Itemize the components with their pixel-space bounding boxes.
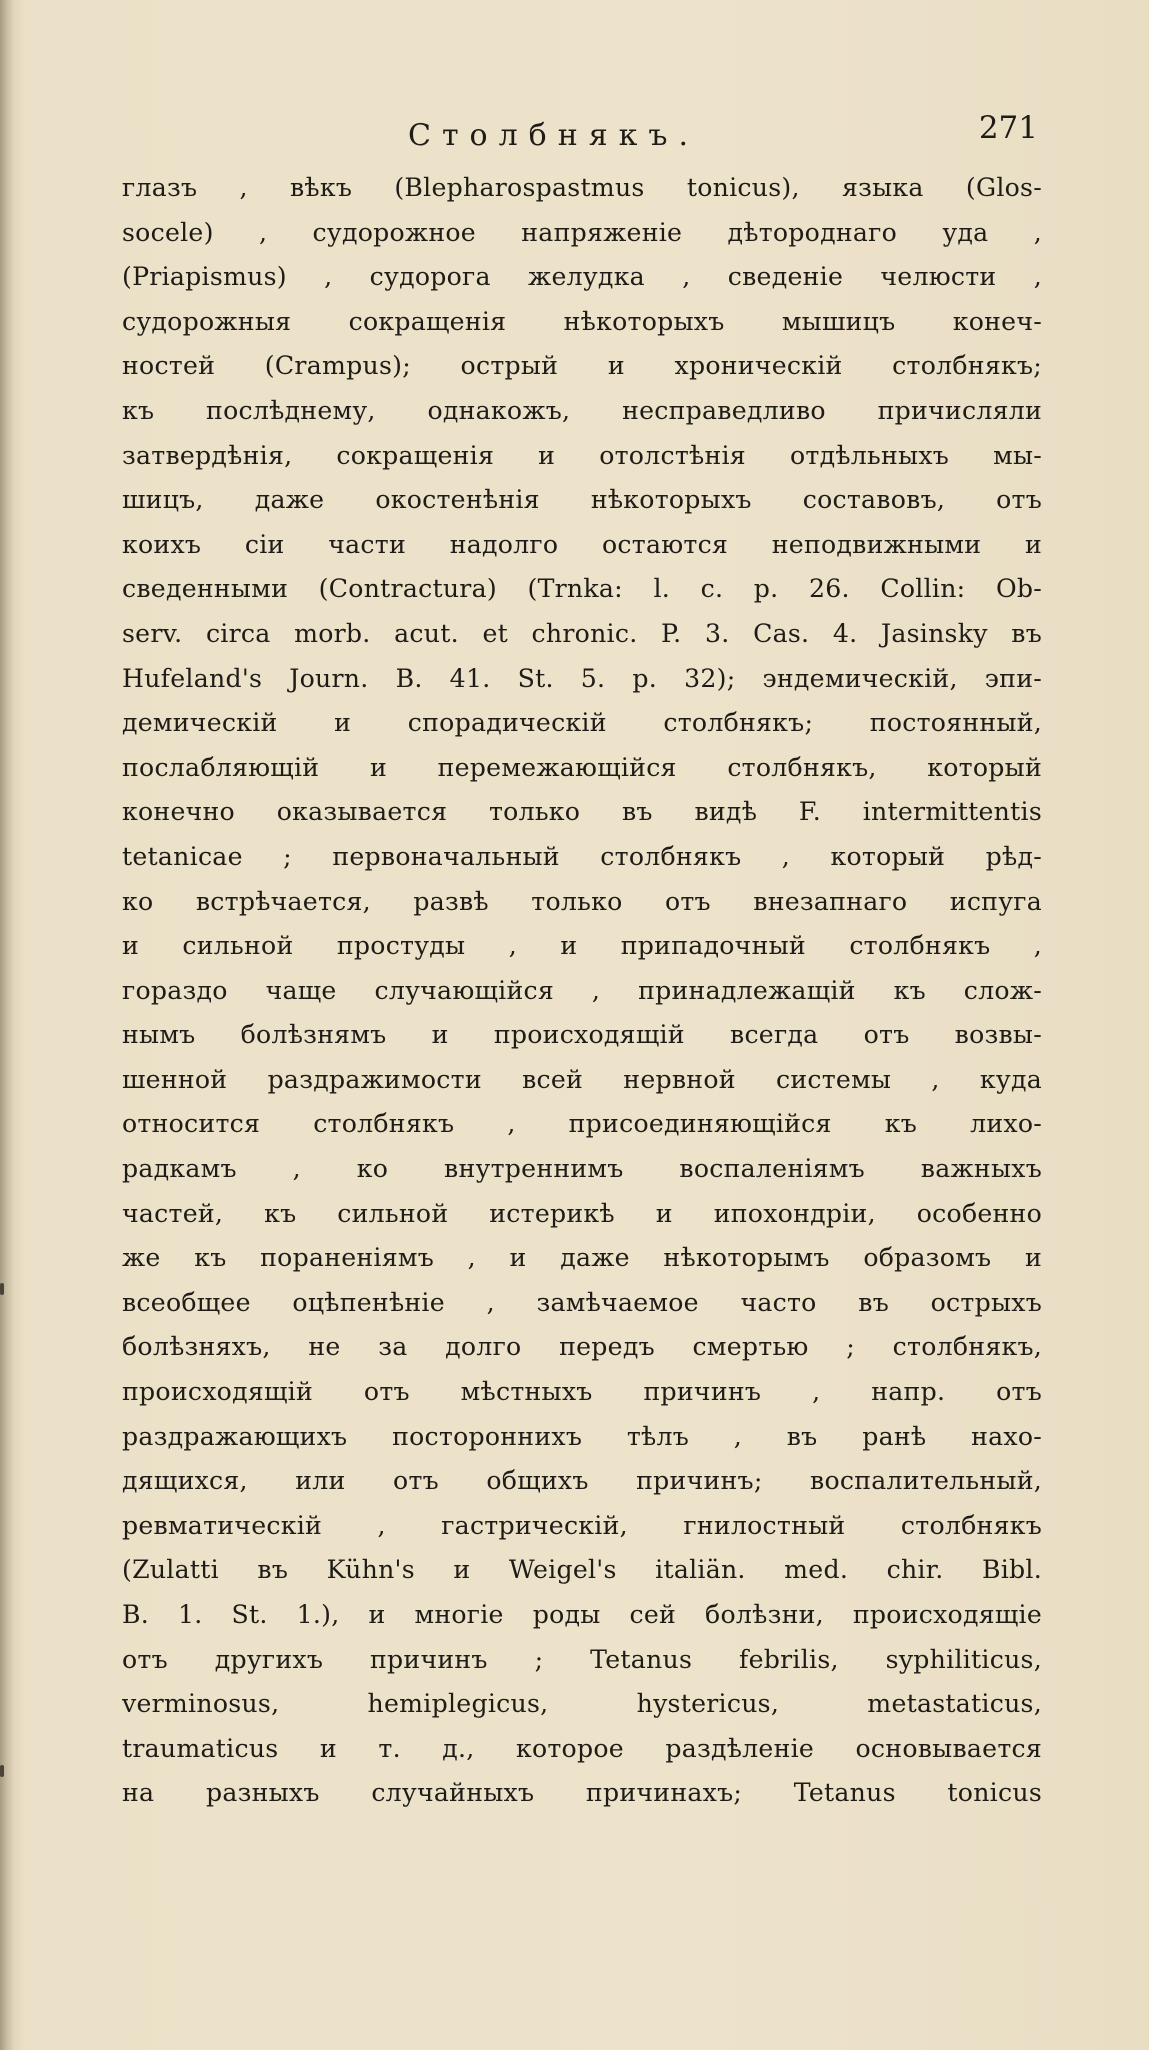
text-line: на разныхъ случайныхъ причинахъ; Tetanus tonicus [122,1778,1042,1808]
text-line: коихъ сіи части надолго остаются неподвижными и [122,529,1042,559]
text-line: шенной раздражимости всей нервной системы , куда [122,1064,1042,1094]
text-line: (Priapismus) , судорога желудка , сведеніе челюсти , [122,262,1042,292]
text-line: происходящій отъ мѣстныхъ причинъ , напр. отъ [122,1377,1042,1407]
text-line: къ послѣднему, однакожъ, несправедливо причисляли [122,395,1042,425]
page-header [120,106,1038,156]
margin-mark [0,1765,4,1777]
text-line: болѣзняхъ, не за долго передъ смертью ; столбнякъ, [122,1332,1042,1362]
text-line: verminosus, hemiplegicus, hystericus, metastaticus, [122,1689,1042,1719]
text-line: нымъ болѣзнямъ и происходящій всегда отъ возвы- [122,1020,1042,1050]
text-line: всеобщее оцѣпенѣніе , замѣчаемое часто въ острыхъ [122,1287,1042,1317]
text-line: отъ другихъ причинъ ; Tetanus febrilis, syphiliticus, [122,1644,1042,1674]
text-line: раздражающихъ постороннихъ тѣлъ , въ ранѣ нахо- [122,1421,1042,1451]
page-number: 271 [978,110,1038,146]
text-line: socele) , судорожное напряженіе дѣтороднаго уда , [122,217,1042,247]
body-text [122,166,1042,1816]
binding-edge [0,0,14,2050]
text-line: частей, къ сильной истерикѣ и ипохондріи, особенно [122,1198,1042,1228]
text-line: конечно оказывается только въ видѣ F. intermittentis [122,797,1042,827]
text-line: шицъ, даже окостенѣнія нѣкоторыхъ составовъ, отъ [122,485,1042,515]
text-line: Hufeland's Journ. B. 41. St. 5. p. 32); эндемическій, эпи- [122,663,1042,693]
text-line: B. 1. St. 1.), и многіе роды сей болѣзни, происходящіе [122,1600,1042,1629]
margin-mark [0,1283,4,1295]
text-line: глазъ , вѣкъ (Blepharospastmus tonicus), языка (Glos- [122,173,1042,202]
text-line: же къ пораненіямъ , и даже нѣкоторымъ образомъ и [122,1243,1042,1273]
text-line: ревматическій , гастрическій, гнилостный столбнякъ [122,1510,1042,1540]
text-line: serv. circa morb. acut. et chronic. P. 3. Cas. 4. Jasinsky въ [122,618,1042,648]
text-line: радкамъ , ко внутреннимъ воспаленіямъ важныхъ [122,1154,1042,1184]
text-line: сведенными (Contractura) (Trnka: l. c. p. 26. Collin: Ob- [122,574,1042,604]
text-line: гораздо чаще случающійся , принадлежащій къ слож- [122,975,1042,1005]
text-line: ко встрѣчается, развѣ только отъ внезапнаго испуга [122,886,1042,916]
text-line: tetanicae ; первоначальный столбнякъ , который рѣд- [122,841,1042,871]
text-line: (Zulatti въ Kühn's и Weigel's italiän. med. chir. Bibl. [122,1555,1042,1585]
text-line: судорожныя сокращенія нѣкоторыхъ мышицъ конеч- [122,306,1042,336]
text-line: и сильной простуды , и припадочный столбнякъ , [122,931,1042,961]
text-line: затвердѣнія, сокращенія и отолстѣнія отдѣльныхъ мы- [122,440,1042,470]
text-line: traumaticus и т. д., которое раздѣленіе основывается [122,1733,1042,1763]
text-line: ностей (Crampus); острый и хроническій столбнякъ; [122,351,1042,381]
running-title: Столбнякъ. [408,118,700,153]
text-line: дящихся, или отъ общихъ причинъ; воспалительный, [122,1466,1042,1496]
text-line: демическій и спорадическій столбнякъ; постоянный, [122,708,1042,738]
text-line: послабляющій и перемежающійся столбнякъ, который [122,752,1042,782]
text-line: относится столбнякъ , присоединяющійся къ лихо- [122,1109,1042,1139]
